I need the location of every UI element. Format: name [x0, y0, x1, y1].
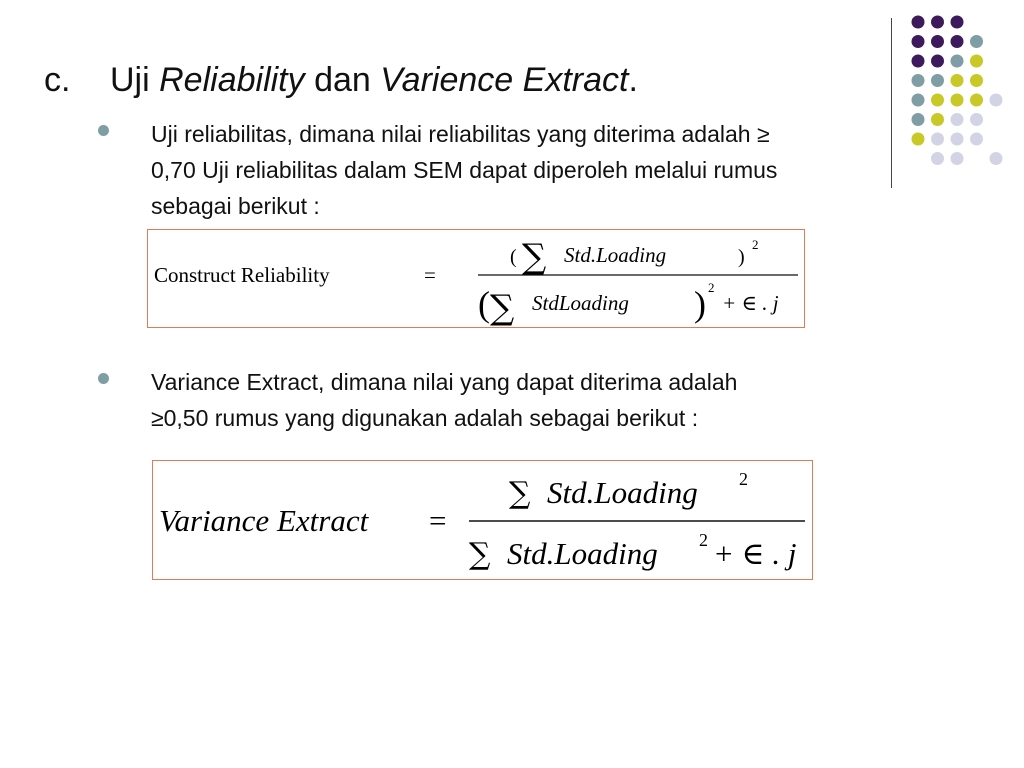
numerator-sigma: ∑ — [522, 237, 547, 277]
numerator-exponent: 2 — [752, 237, 759, 252]
numerator-sigma: ∑ — [509, 476, 531, 511]
decorative-dot — [931, 133, 944, 146]
decorative-dot — [912, 94, 925, 107]
decorative-dot — [912, 74, 925, 87]
decorative-dot — [970, 94, 983, 107]
decorative-dot — [951, 94, 964, 107]
title-period: . — [628, 61, 638, 99]
bullet-line: Variance Extract, dimana nilai yang dapat diterima adalah — [151, 369, 738, 395]
decorative-dot — [931, 113, 944, 126]
decorative-dot — [970, 74, 983, 87]
construct-reliability-formula — [147, 229, 805, 328]
decorative-dot — [931, 74, 944, 87]
decorative-dot — [970, 113, 983, 126]
decorative-dot — [951, 133, 964, 146]
decorative-dot — [970, 55, 983, 68]
formula-equals: = — [424, 263, 436, 287]
bullet-dot-icon — [98, 373, 109, 384]
decorative-dot — [912, 55, 925, 68]
denominator-term: Std.Loading — [507, 536, 658, 571]
decorative-dot — [931, 55, 944, 68]
slide-title — [44, 62, 638, 99]
decorative-dot — [931, 152, 944, 165]
denominator-sigma: ∑ — [469, 537, 491, 572]
decorative-dot — [912, 16, 925, 29]
decorative-dot — [990, 94, 1003, 107]
decorative-vertical-line — [891, 18, 892, 188]
denominator-close-paren: ) — [694, 284, 706, 324]
decorative-dot — [912, 113, 925, 126]
bullet-dot-icon — [98, 125, 109, 136]
decorative-dot — [951, 16, 964, 29]
variance-extract-formula — [152, 460, 813, 580]
denominator-rest: + ∈ . j — [722, 291, 779, 315]
title-list-letter: c. — [44, 61, 71, 99]
decorative-dot — [951, 113, 964, 126]
formula-lhs: Construct Reliability — [154, 263, 330, 287]
title-varience-extract: Varience Extract — [380, 61, 629, 99]
denominator-term: StdLoading — [532, 291, 629, 315]
decorative-dot — [912, 35, 925, 48]
decorative-dot — [951, 74, 964, 87]
numerator-term: Std.Loading — [547, 475, 698, 510]
bullet-line: sebagai berikut : — [151, 193, 320, 219]
decorative-dot — [951, 152, 964, 165]
numerator-term: Std.Loading — [564, 243, 667, 267]
numerator-close-paren: ) — [738, 246, 745, 268]
denominator-exponent: 2 — [699, 530, 708, 550]
decorative-dot — [931, 94, 944, 107]
title-reliability: Reliability — [159, 61, 305, 99]
denominator-exponent: 2 — [708, 280, 715, 295]
numerator-exponent: 2 — [739, 469, 748, 489]
title-word-dan: dan — [314, 61, 371, 99]
decorative-dot — [931, 35, 944, 48]
bullet-line: Uji reliabilitas, dimana nilai reliabilitas yang diterima adalah ≥ — [151, 121, 770, 147]
bullet-text — [151, 364, 737, 436]
decorative-dot — [970, 35, 983, 48]
bullet-line: 0,70 Uji reliabilitas dalam SEM dapat diperoleh melalui rumus — [151, 157, 778, 183]
bullet-line: ≥0,50 rumus yang digunakan adalah sebagai berikut : — [151, 405, 699, 431]
decorative-dot — [931, 16, 944, 29]
decorative-dot — [951, 55, 964, 68]
formula-equals: = — [429, 503, 447, 538]
formula-lhs: Variance Extract — [159, 503, 369, 538]
numerator-open-paren: ( — [510, 246, 517, 268]
decorative-dot — [912, 133, 925, 146]
decorative-dot — [990, 152, 1003, 165]
decorative-dot — [951, 35, 964, 48]
denominator-open-paren: ( — [478, 284, 490, 324]
bullet-text — [151, 116, 777, 224]
denominator-rest: + ∈ . j — [713, 536, 797, 571]
title-word-uji: Uji — [110, 61, 150, 99]
denominator-sigma: ∑ — [490, 288, 515, 327]
decorative-dot — [970, 133, 983, 146]
